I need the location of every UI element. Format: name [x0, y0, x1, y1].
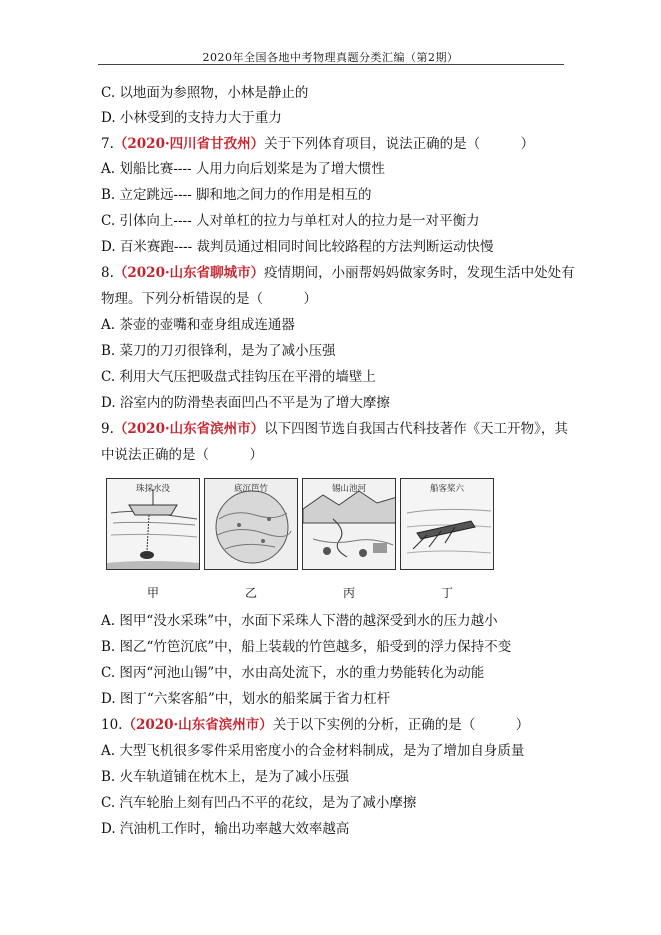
- question-number: 10.: [101, 717, 123, 733]
- line-text: A. 茶壶的壶嘴和壶身组成连通器: [101, 317, 295, 333]
- figure-title: 珠採水没: [135, 484, 170, 494]
- figure-ding: [400, 478, 494, 570]
- text-line: [101, 638, 511, 656]
- line-text: 关于下列体育项目，说法正确的是（ ）: [264, 136, 535, 152]
- text-line: [101, 664, 484, 682]
- line-text: B. 图乙“竹笆沉底”中，船上装载的竹笆越多，船受到的浮力保持不变: [101, 639, 512, 655]
- line-text: C. 引体向上---- 人对单杠的拉力与单杠对人的拉力是一对平衡力: [101, 213, 480, 229]
- line-text: A. 图甲“没水采珠”中，水面下采珠人下潜的越深受到水的压力越小: [101, 613, 498, 629]
- line-text: 物理。下列分析错误的是（ ）: [101, 291, 317, 307]
- question-number: 8.: [101, 265, 114, 281]
- header-title: 2020年全国各地中考物理真题分类汇编（第2期）: [202, 51, 459, 64]
- line-text: C. 图丙“河池山锡”中，水由高处流下，水的重力势能转化为动能: [101, 665, 485, 681]
- figure-yi: [204, 478, 298, 570]
- text-line: [101, 342, 336, 360]
- line-text: B. 菜刀的刀刃很锋利，是为了减小压强: [101, 343, 336, 359]
- text-line: [101, 109, 282, 127]
- line-text: A. 划船比赛---- 人用力向后划桨是为了增大惯性: [101, 161, 385, 177]
- line-text: C. 以地面为参照物，小林是静止的: [101, 85, 309, 101]
- text-line: [101, 238, 493, 256]
- line-text: D. 浴室内的防滑垫表面凹凸不平是为了增大摩擦: [101, 395, 390, 411]
- text-line: [101, 160, 385, 178]
- text-line: [101, 742, 524, 760]
- text-line: [101, 446, 263, 464]
- text-line: [101, 420, 568, 438]
- question-source: （2020·山东省滨州市）: [122, 717, 273, 733]
- figure-bing: [302, 478, 396, 570]
- line-text: 关于以下实例的分析，正确的是（ ）: [272, 717, 530, 733]
- text-line: [101, 820, 349, 838]
- text-line: [101, 84, 308, 102]
- text-line: [101, 716, 529, 734]
- question-source: （2020·山东省滨州市）: [113, 421, 265, 437]
- text-line: [101, 690, 390, 708]
- text-line: [101, 612, 498, 630]
- figure-caption: 甲: [146, 586, 159, 600]
- header-divider: [98, 64, 564, 65]
- figure-caption: 乙: [244, 586, 257, 600]
- text-line: [101, 768, 349, 786]
- line-text: D. 图丁“六桨客船”中，划水的船桨属于省力杠杆: [101, 691, 391, 707]
- line-text: C. 利用大气压把吸盘式挂钩压在平滑的墙壁上: [101, 369, 376, 385]
- figure-title: 锡山池河: [331, 484, 366, 494]
- line-text: C. 汽车轮胎上刻有凹凸不平的花纹，是为了减小摩擦: [101, 795, 417, 811]
- line-text: D. 汽油机工作时，输出功率越大效率越高: [101, 821, 350, 837]
- figure-row: [102, 478, 562, 602]
- text-line: [101, 368, 376, 386]
- figure-caption: 丁: [440, 586, 453, 600]
- figure-title: 底沉笆竹: [233, 484, 268, 494]
- figure-caption: 丙: [342, 586, 355, 600]
- line-text: 中说法正确的是（ ）: [101, 447, 263, 463]
- line-text: D. 百米赛跑---- 裁判员通过相同时间比较路程的方法判断运动快慢: [101, 239, 494, 255]
- line-text: A. 大型飞机很多零件采用密度小的合金材料制成，是为了增加自身质量: [101, 743, 525, 759]
- question-source: （2020·四川省甘孜州）: [113, 136, 265, 152]
- line-text: B. 立定跳远---- 脚和地之间力的作用是相互的: [101, 187, 372, 203]
- text-line: [101, 135, 534, 153]
- question-number: 7.: [101, 136, 114, 152]
- line-text: 以下四图节选自我国古代科技著作《天工开物》，其: [264, 421, 568, 437]
- text-line: [101, 186, 372, 204]
- text-line: [101, 394, 390, 412]
- text-line: [101, 212, 479, 230]
- text-line: [101, 290, 317, 308]
- figure-title: 船客桨六: [429, 484, 464, 494]
- text-line: [101, 316, 295, 334]
- line-text: B. 火车轨道铺在枕木上，是为了减小压强: [101, 769, 350, 785]
- text-line: [101, 264, 575, 282]
- line-text: 疫情期间，小丽帮妈妈做家务时，发现生活中处处有: [264, 265, 575, 281]
- question-number: 9.: [101, 421, 114, 437]
- question-source: （2020·山东省聊城市）: [113, 265, 265, 281]
- figure-jia: [106, 478, 200, 570]
- line-text: D. 小林受到的支持力大于重力: [101, 110, 282, 126]
- text-line: [101, 794, 416, 812]
